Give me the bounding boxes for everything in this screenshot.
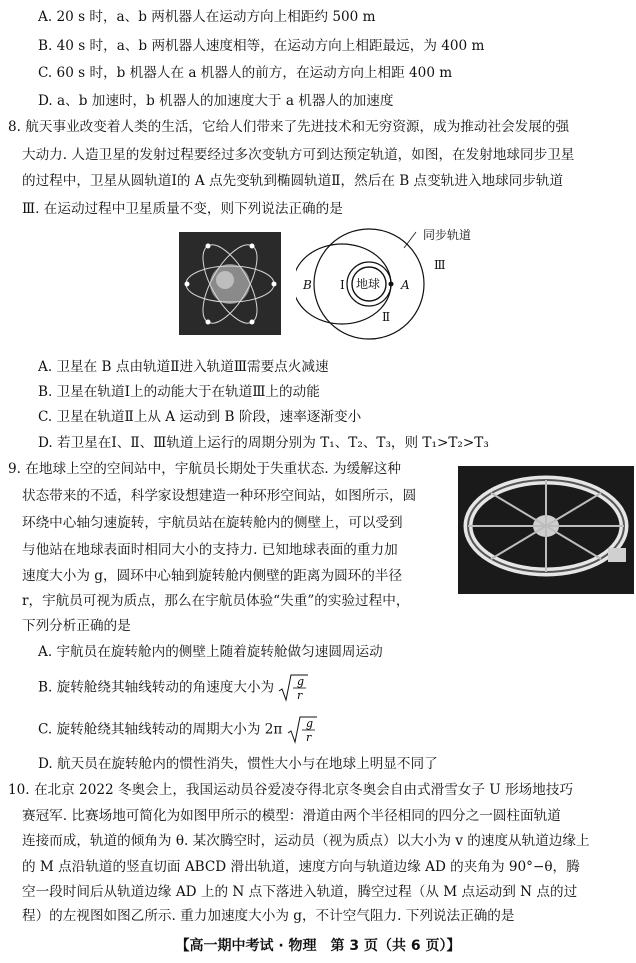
q9-stem-line-1: 9. 在地球上空的空间站中，宇航员长期处于失重状态. 为缓解这种 [8,461,401,477]
q7-option-c: C. 60 s 时，b 机器人在 a 机器人的前方，在运动方向上相距 400 m [38,65,453,81]
q10-stem-line-2: 赛冠军. 比赛场地可简化为如图甲所示的模型：滑道由两个半径相同的四分之一圆柱面轨道 [22,808,561,824]
sqrt-g-over-r-b [278,674,308,702]
q10-stem-line-3: 连接而成，轨道的倾角为 θ. 某次腾空时，运动员（视为质点）以大小为 v 的速度从轨道边缘上 [22,833,590,849]
label-orbit-iii: Ⅲ [434,258,446,272]
page-footer: 【高一期中考试 · 物理 第 3 页（共 6 页）】 [175,938,461,954]
satellite-orbits-photo-art [179,232,281,335]
q9-stem-line-6: r，宇航员可视为质点，那么在宇航员体验“失重”的实验过程中， [22,593,410,609]
q7-option-d: D. a、b 加速时，b 机器人的加速度大于 a 机器人的加速度 [38,93,394,109]
q9-stem-line-5: 速度大小为 g，圆环中心轴到旋转舱内侧壁的距离为圆环的半径 [22,568,403,584]
frac-den-b: r [297,689,303,702]
q8-option-b: B. 卫星在轨道Ⅰ上的动能大于在轨道Ⅲ上的动能 [38,384,320,400]
q9-stem-line-3: 环绕中心轴匀速旋转，宇航员站在旋转舱内的侧壁上，可以受到 [22,515,403,531]
label-earth: 地球 [356,277,381,291]
q10-stem-line-5: 空一段时间后从轨道边缘 AD 上的 N 点下落进入轨道，腾空过程（从 M 点运动到 N 点的过 [22,884,578,900]
q9-option-a: A. 宇航员在旋转舱内的侧壁上随着旋转舱做匀速圆周运动 [38,644,383,660]
q9-stem-line-7: 下列分析正确的是 [22,618,131,634]
frac-den-c: r [305,731,311,744]
q9-stem-line-4: 与他站在地球表面时相同大小的支持力. 已知地球表面的重力加 [22,542,398,558]
frac-num-b: g [297,675,305,688]
sync-label-leader [404,232,416,248]
q9-option-b-text: B. 旋转舱绕其轴线转动的角速度大小为 [38,679,275,696]
q10-stem-line-1: 10. 在北京 2022 冬奥会上，我国运动员谷爱凌夺得北京冬奥会自由式滑雪女子 U 形场地技巧 [8,782,574,798]
space-station-photo [458,466,634,594]
q9-option-c-text: C. 旋转舱绕其轴线转动的周期大小为 2π [38,721,283,738]
q8-stem-line-3: 的过程中，卫星从圆轨道Ⅰ的 A 点先变轨到椭圆轨道Ⅱ，然后在 B 点变轨进入地球同步轨道 [22,173,564,189]
q9-option-c [38,716,317,744]
point-a [389,282,394,287]
frac-num-c: g [305,717,313,730]
sqrt-sign-c [287,716,317,744]
satellite-photo [179,232,281,335]
q8-stem-line-4: Ⅲ. 在运动过程中卫星质量不变，则下列说法正确的是 [22,201,343,217]
label-point-b: B [303,278,312,292]
space-station-art [458,466,634,594]
q8-stem-line-2: 大动力. 人造卫星的发射过程要经过多次变轨方可到达预定轨道，如图，在发射地球同步卫星 [22,147,575,163]
label-orbit-i: Ⅰ [340,278,345,292]
sqrt-sign-b [278,674,308,702]
q7-option-a: A. 20 s 时，a、b 两机器人在运动方向上相距约 500 m [38,9,376,25]
label-point-a: A [401,278,410,292]
q10-stem-line-6: 程）的左视图如图乙所示. 重力加速度大小为 g，不计空气阻力. 下列说法正确的是 [22,908,515,924]
q7-option-b: B. 40 s 时，a、b 两机器人速度相等，在运动方向上相距最远，为 400 m [38,38,485,54]
label-sync-orbit: 同步轨道 [423,228,472,242]
q9-stem-line-2: 状态带来的不适，科学家设想建造一种环形空间站，如图所示，圆 [22,488,417,504]
q8-option-c: C. 卫星在轨道Ⅱ上从 A 运动到 B 阶段，速率逐渐变小 [38,409,362,425]
label-orbit-ii: Ⅱ [382,310,391,324]
q8-option-a: A. 卫星在 B 点由轨道Ⅱ进入轨道Ⅲ需要点火减速 [38,359,329,375]
q9-option-b [38,674,308,702]
q8-option-d: D. 若卫星在Ⅰ、Ⅱ、Ⅲ轨道上运行的周期分别为 T₁、T₂、T₃，则 T₁>T₂>T₃ [38,435,489,451]
sqrt-g-over-r-c [287,716,317,744]
q10-stem-line-4: 的 M 点沿轨道的竖直切面 ABCD 滑出轨道，速度方向与轨道边缘 AD 的夹角为 90°−θ，腾 [22,859,580,875]
q9-option-d: D. 航天员在旋转舱内的惯性消失，惯性大小与在地球上明显不同了 [38,756,438,772]
q8-stem-line-1: 8. 航天事业改变着人类的生活，它给人们带来了先进技术和无穷资源，成为推动社会发展的强 [8,119,570,135]
